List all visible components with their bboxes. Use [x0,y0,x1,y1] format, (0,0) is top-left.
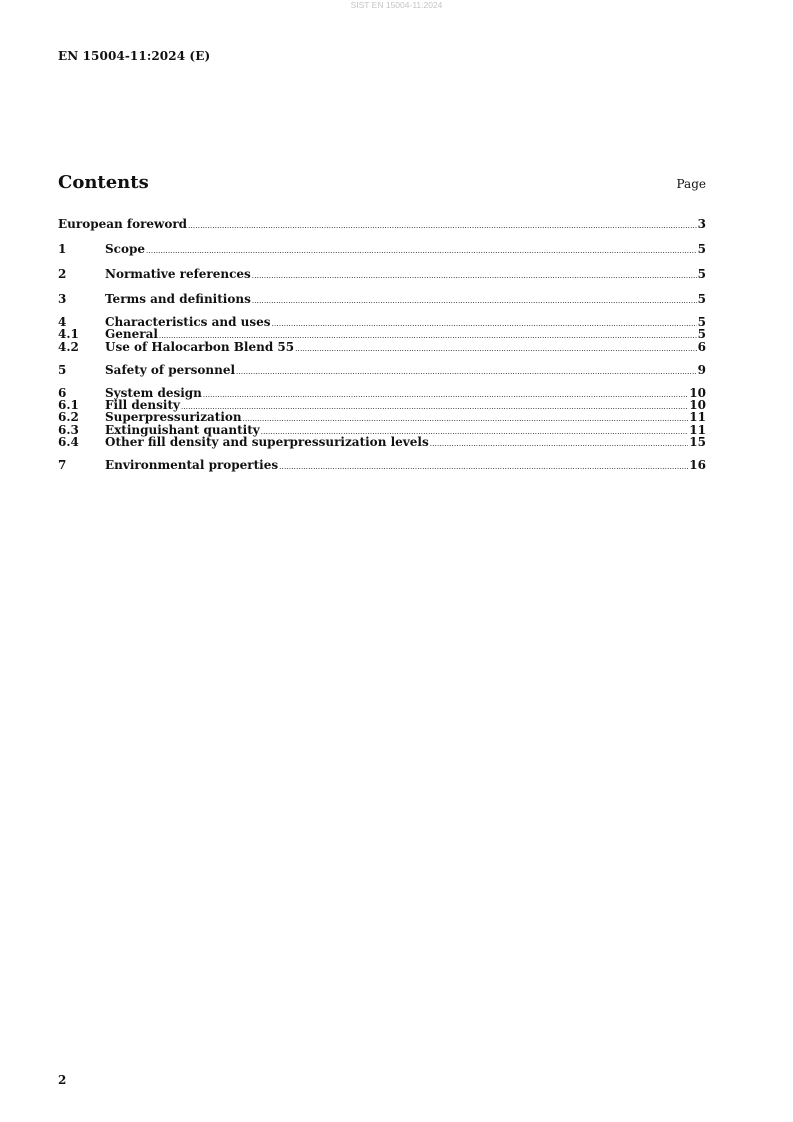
toc-entry-page: 9 [697,362,706,377]
toc-entry-number: 6.3 [58,422,79,437]
toc-entry-page: 5 [697,267,706,281]
dot-leader [203,389,688,401]
document-id: EN 15004-11:2024 (E) [58,49,211,63]
toc-entry-page: 11 [689,422,706,437]
toc-entry-title: General [105,327,158,342]
toc-group-foreword [58,216,706,232]
toc-entry-title: European foreword [58,217,188,231]
toc-entry-number: 2 [58,267,67,281]
dot-leader [146,243,697,259]
toc-group-4 [58,316,706,353]
toc-entry-title: Extinguishant quantity [105,422,260,437]
toc-entry-title: Superpressurization [105,410,242,425]
toc-entry-number: 6.1 [58,398,79,413]
toc-entry-6-2[interactable] [58,411,706,423]
dot-leader [181,401,688,413]
toc-entry-page: 5 [697,315,706,329]
toc-entry-number: 4 [58,315,67,329]
toc-entry-3[interactable] [58,291,706,307]
contents-title: Contents [58,172,149,193]
watermark-text: SIST EN 15004-11:2024 [350,0,443,10]
toc-entry-7[interactable] [58,457,706,473]
contents-header [58,172,706,193]
toc-entry-foreword[interactable] [58,216,706,232]
toc-entry-number: 6.2 [58,410,79,425]
toc-entry-title: Environmental properties [105,458,279,473]
toc-entry-title: Terms and definitions [105,292,251,306]
toc-entry-title: Safety of personnel [105,362,236,377]
table-of-contents [58,216,706,482]
toc-entry-page: 5 [697,292,706,306]
toc-group-1 [58,241,706,257]
toc-entry-title: System design [105,385,202,400]
toc-entry-page: 6 [697,339,706,354]
dot-leader [295,343,697,355]
toc-entry-6-4[interactable] [58,436,706,448]
dot-leader [279,459,688,475]
dot-leader [252,293,697,309]
toc-entry-page: 5 [697,242,706,256]
toc-entry-page: 15 [689,435,706,450]
dot-leader [243,413,689,425]
dot-leader [252,268,697,284]
page-number: 2 [58,1073,67,1087]
toc-entry-page: 11 [689,410,706,425]
dot-leader [188,218,697,234]
toc-entry-title: Characteristics and uses [105,315,271,329]
toc-entry-page: 16 [689,458,706,473]
toc-entry-number: 4.2 [58,339,79,354]
toc-entry-number: 1 [58,242,67,256]
toc-group-2 [58,266,706,282]
toc-entry-title: Fill density [105,398,180,413]
toc-group-7 [58,457,706,473]
toc-entry-4-2[interactable] [58,341,706,353]
toc-group-6 [58,387,706,448]
toc-entry-page: 10 [689,385,706,400]
toc-entry-4-1[interactable] [58,328,706,340]
toc-entry-5[interactable] [58,362,706,378]
page-column-label: Page [676,177,706,191]
toc-entry-number: 7 [58,458,67,473]
toc-entry-2[interactable] [58,266,706,282]
toc-entry-title: Use of Halocarbon Blend 55 [105,339,295,354]
toc-entry-number: 6.4 [58,435,79,450]
toc-entry-1[interactable] [58,241,706,257]
toc-entry-number: 3 [58,292,67,306]
dot-leader [430,438,689,450]
toc-group-3 [58,291,706,307]
toc-entry-title: Other fill density and superpressurization levels [105,435,429,450]
toc-entry-page: 3 [697,217,706,231]
toc-entry-page: 10 [689,398,706,413]
toc-entry-title: Normative references [105,267,251,281]
toc-entry-page: 5 [697,327,706,342]
toc-group-5 [58,362,706,378]
toc-entry-number: 6 [58,385,67,400]
dot-leader [236,364,697,380]
dot-leader [272,318,697,330]
toc-entry-number: 4.1 [58,327,79,342]
toc-entry-title: Scope [105,242,146,256]
toc-entry-number: 5 [58,362,67,377]
